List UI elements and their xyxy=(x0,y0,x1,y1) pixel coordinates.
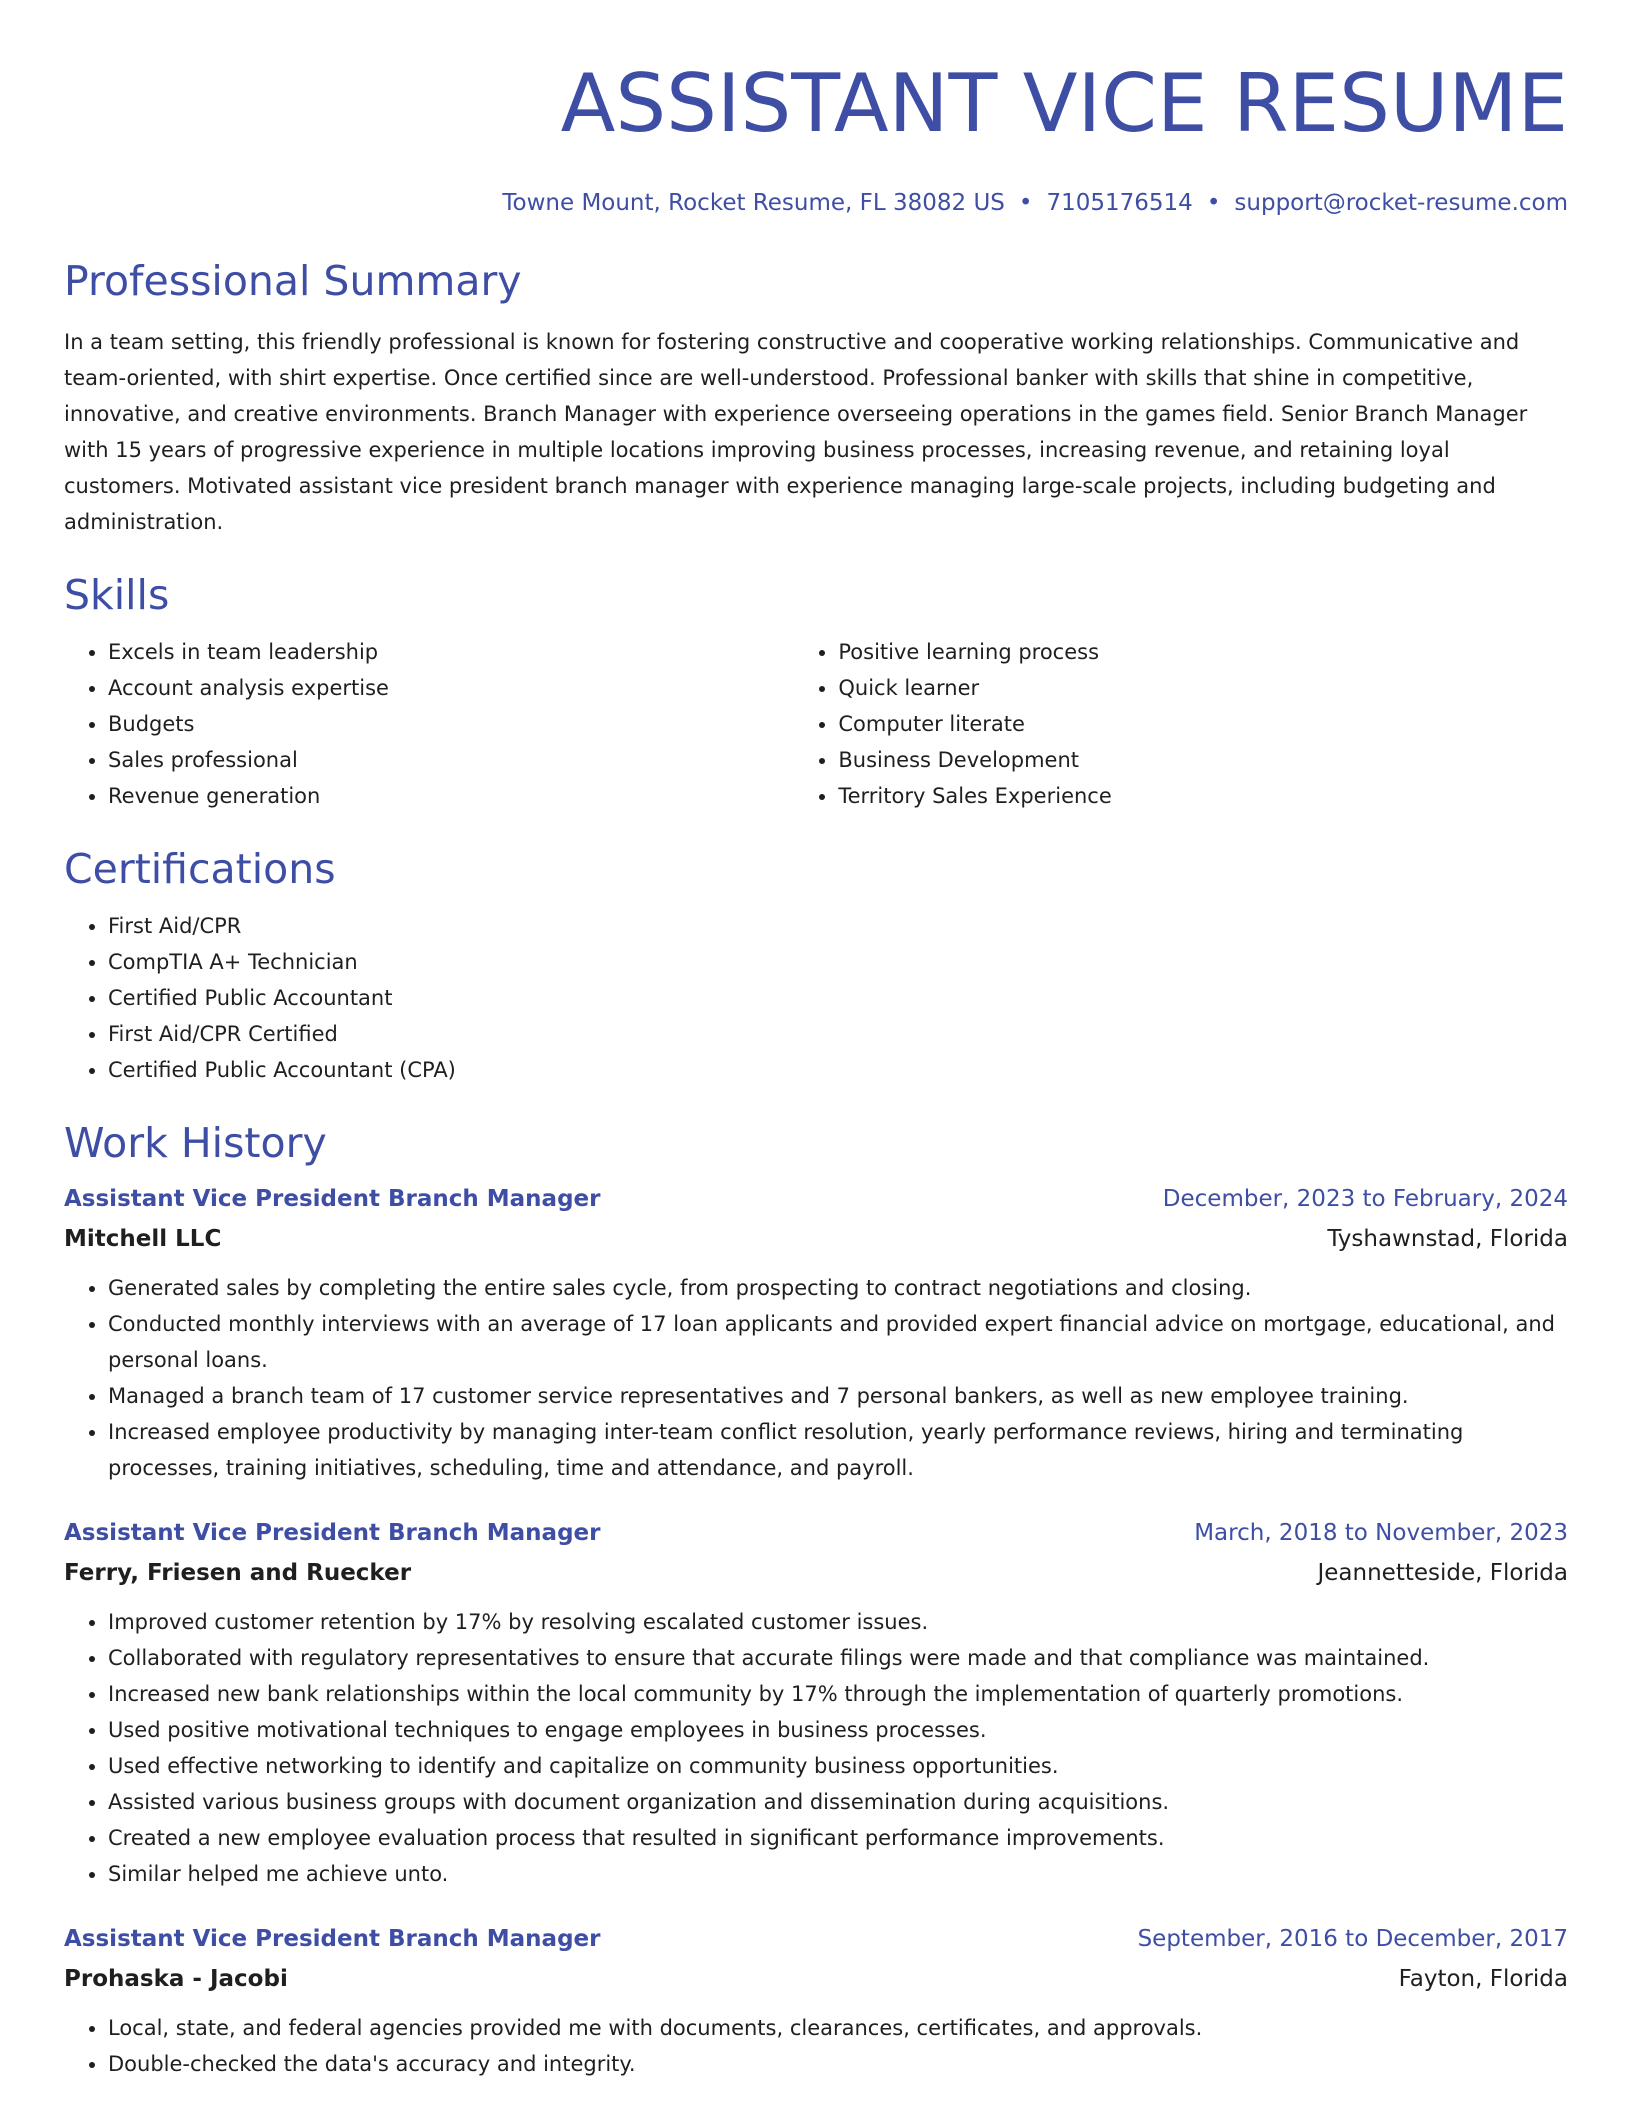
job-entry xyxy=(64,1182,1568,1486)
skill-item: • Computer literate xyxy=(838,706,1568,742)
certification-item: • CompTIA A+ Technician xyxy=(108,944,1568,980)
job-bullet: • Increased new bank relationships within the local community by 17% through the implementation of quarterly promotions. xyxy=(108,1676,1568,1712)
job-header xyxy=(64,1922,1568,1956)
skill-item: • Revenue generation xyxy=(108,778,794,814)
job-bullet: • Local, state, and federal agencies provided me with documents, clearances, certificates, and approvals. xyxy=(108,2010,1568,2046)
skills-list-left xyxy=(64,634,794,814)
job-dates: March, 2018 to November, 2023 xyxy=(1194,1520,1568,1546)
job-company: Ferry, Friesen and Ruecker xyxy=(64,1560,412,1586)
job-company: Mitchell LLC xyxy=(64,1226,222,1252)
summary-heading: Professional Summary xyxy=(64,257,522,305)
work-history-section xyxy=(64,1118,1568,2082)
skill-item: • Excels in team leadership xyxy=(108,634,794,670)
certification-item: • First Aid/CPR xyxy=(108,908,1568,944)
job-bullets xyxy=(64,1604,1568,1892)
job-subheader xyxy=(64,1556,1568,1590)
job-bullet: • Similar helped me achieve unto. xyxy=(108,1856,1568,1892)
contact-phone: 7105176514 xyxy=(1046,190,1193,216)
job-location: Jeannetteside, Florida xyxy=(1317,1560,1568,1586)
skill-item: • Quick learner xyxy=(838,670,1568,706)
skills-grid xyxy=(64,634,1568,814)
job-header xyxy=(64,1516,1568,1550)
skills-section xyxy=(64,570,1568,814)
contact-address: Towne Mount, Rocket Resume, FL 38082 US xyxy=(502,190,1005,216)
job-bullet: • Managed a branch team of 17 customer service representatives and 7 personal bankers, as well as new employee training. xyxy=(108,1378,1568,1414)
job-location: Tyshawnstad, Florida xyxy=(1327,1226,1568,1252)
job-company: Prohaska - Jacobi xyxy=(64,1966,288,1992)
job-entry xyxy=(64,1922,1568,2082)
job-bullet: • Generated sales by completing the entire sales cycle, from prospecting to contract negotiations and closing. xyxy=(108,1270,1568,1306)
contact-line xyxy=(64,188,1568,218)
job-bullet: • Used positive motivational techniques to engage employees in business processes. xyxy=(108,1712,1568,1748)
certification-item: • First Aid/CPR Certified xyxy=(108,1016,1568,1052)
job-subheader xyxy=(64,1962,1568,1996)
job-bullet: • Used effective networking to identify and capitalize on community business opportunities. xyxy=(108,1748,1568,1784)
resume-title: ASSISTANT VICE RESUME xyxy=(560,57,1568,150)
job-subheader xyxy=(64,1222,1568,1256)
job-header xyxy=(64,1182,1568,1216)
certifications-list xyxy=(64,908,1568,1088)
job-dates: December, 2023 to February, 2024 xyxy=(1162,1186,1568,1212)
skill-item: • Business Development xyxy=(838,742,1568,778)
certification-item: • Certified Public Accountant (CPA) xyxy=(108,1052,1568,1088)
skill-item: • Account analysis expertise xyxy=(108,670,794,706)
skill-item: • Positive learning process xyxy=(838,634,1568,670)
job-title: Assistant Vice President Branch Manager xyxy=(64,1186,601,1212)
job-bullet: • Created a new employee evaluation process that resulted in significant performance improvements. xyxy=(108,1820,1568,1856)
skill-item: • Territory Sales Experience xyxy=(838,778,1568,814)
certifications-heading: Certifications xyxy=(64,845,336,893)
job-bullet: • Conducted monthly interviews with an average of 17 loan applicants and provided expert financial advice on mortgage, educational, and personal loans. xyxy=(108,1306,1568,1378)
skills-heading: Skills xyxy=(64,571,170,619)
skills-list-right xyxy=(794,634,1568,814)
contact-separator: • xyxy=(1018,190,1033,216)
job-location: Fayton, Florida xyxy=(1398,1966,1568,1992)
summary-text: In a team setting, this friendly professional is known for fostering constructive and cooperative working relationships. Communicative and team-oriented, with shirt expertise. Once certified since are well-understood. Professional banker with skills that shine in competitive, innovative, and creative environments. Branch Manager with experience overseeing operations in the games field. Senior Branch Manager with 15 years of progressive experience in multiple locations improving business processes, increasing revenue, and retaining loyal customers. Motivated assistant vice president branch manager with experience managing large-scale projects, including budgeting and administration. xyxy=(64,330,1528,534)
job-bullet: • Increased employee productivity by managing inter-team conflict resolution, yearly performance reviews, hiring and terminating processes, training initiatives, scheduling, time and attendance, and payroll. xyxy=(108,1414,1568,1486)
certification-item: • Certified Public Accountant xyxy=(108,980,1568,1016)
job-dates: September, 2016 to December, 2017 xyxy=(1137,1926,1568,1952)
job-bullet: • Double-checked the data's accuracy and integrity. xyxy=(108,2046,1568,2082)
work-history-heading: Work History xyxy=(64,1119,327,1167)
skill-item: • Budgets xyxy=(108,706,794,742)
contact-email: support@rocket-resume.com xyxy=(1234,190,1568,216)
skill-item: • Sales professional xyxy=(108,742,794,778)
job-bullet: • Improved customer retention by 17% by resolving escalated customer issues. xyxy=(108,1604,1568,1640)
job-entry xyxy=(64,1516,1568,1892)
job-bullet: • Collaborated with regulatory representatives to ensure that accurate filings were made and that compliance was maintained. xyxy=(108,1640,1568,1676)
summary-section xyxy=(64,256,1568,540)
contact-separator: • xyxy=(1206,190,1221,216)
job-title: Assistant Vice President Branch Manager xyxy=(64,1520,601,1546)
certifications-section xyxy=(64,844,1568,1088)
job-bullets xyxy=(64,1270,1568,1486)
job-bullet: • Assisted various business groups with document organization and dissemination during acquisitions. xyxy=(108,1784,1568,1820)
resume-header xyxy=(64,0,1568,218)
job-bullets xyxy=(64,2010,1568,2082)
job-title: Assistant Vice President Branch Manager xyxy=(64,1926,601,1952)
